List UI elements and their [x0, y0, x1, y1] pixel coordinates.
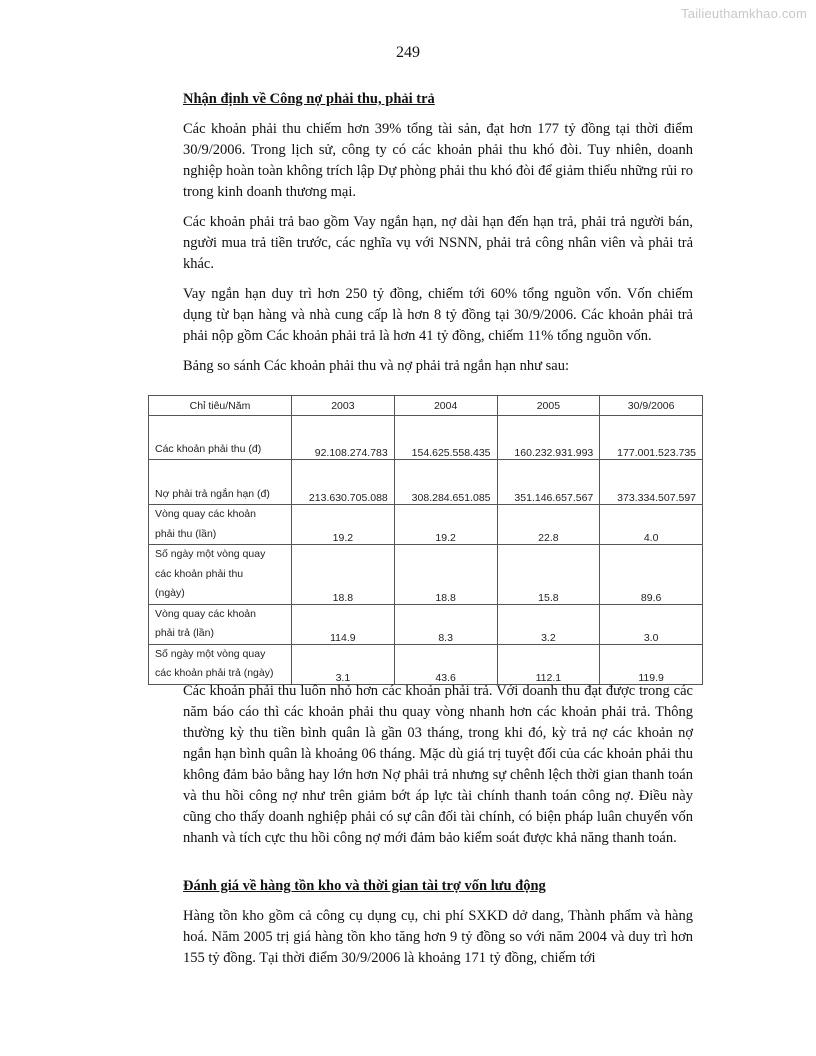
row-label-line: phải thu (lần) [155, 527, 217, 540]
table-cell: 18.8 [292, 545, 395, 605]
paragraph-receivables-share: Các khoản phải thu chiếm hơn 39% tổng tài sản, đạt hơn 177 tỷ đồng tại thời điểm 30/9/2006. Trong lịch sử, công ty có các khoản phải thu khó đòi. Tuy nhiên, doanh nghiệp hoàn toàn không trích lập Dự phòng phải thu khó đòi để giảm thiểu những rủi ro trong kinh doanh thương mại. [183, 121, 693, 200]
table-cell: 3.2 [497, 604, 600, 644]
comparison-table [148, 395, 703, 685]
table-header-row [149, 396, 703, 416]
table-cell: 43.6 [394, 644, 497, 684]
table-row [149, 416, 703, 460]
table-cell: 351.146.657.567 [497, 460, 600, 505]
section-heading-receivables: Nhận định về Công nợ phải thu, phải trả [183, 91, 435, 107]
table-row [149, 505, 703, 545]
table-cell: 154.625.558.435 [394, 416, 497, 460]
table-cell: 19.2 [292, 505, 395, 545]
row-label [149, 644, 292, 684]
table-cell: 3.0 [600, 604, 703, 644]
row-label [149, 505, 292, 545]
table-cell: 3.1 [292, 644, 395, 684]
paragraph-short-term-loans: Vay ngắn hạn duy trì hơn 250 tỷ đồng, chiếm tới 60% tổng nguồn vốn. Vốn chiếm dụng từ bạn hàng và nhà cung cấp là hơn 8 tỷ đồng tại 30/9/2006. Các khoản phải trả phải nộp gồm Các khoản phải trả là hơn 41 tỷ đồng, chiếm 11% tổng nguồn vốn. [183, 286, 693, 344]
section-heading-inventory: Đánh giá về hàng tồn kho và thời gian tài trợ vốn lưu động [183, 878, 546, 894]
table-cell: 119.9 [600, 644, 703, 684]
table-row [149, 545, 703, 605]
row-label-line: các khoản phải thu [155, 567, 244, 580]
page-number: 249 [396, 44, 420, 61]
row-label-line: Số ngày một vòng quay [155, 647, 266, 660]
row-label [149, 545, 292, 605]
table-cell: 112.1 [497, 644, 600, 684]
row-label-line: Vòng quay các khoản [155, 607, 256, 620]
table-cell: 308.284.651.085 [394, 460, 497, 505]
row-label-line: các khoản phải trả (ngày) [155, 667, 274, 679]
table-header-cell: Chỉ tiêu/Năm [149, 396, 292, 416]
table-row [149, 604, 703, 644]
table-header-cell: 2003 [292, 396, 395, 416]
table-header-cell: 2005 [497, 396, 600, 416]
paragraph-table-intro: Bảng so sánh Các khoản phải thu và nợ phải trả ngắn hạn như sau: [183, 358, 569, 374]
row-label-line: Số ngày một vòng quay [155, 548, 266, 560]
table-cell: 177.001.523.735 [600, 416, 703, 460]
table-row [149, 460, 703, 505]
row-label-line: phải trả (lần) [155, 627, 214, 639]
table-cell: 19.2 [394, 505, 497, 545]
section-receivables-payables [183, 89, 693, 377]
table-row [149, 644, 703, 684]
table-cell: 114.9 [292, 604, 395, 644]
table-cell: 213.630.705.088 [292, 460, 395, 505]
section-inventory [183, 876, 693, 969]
section-after-table [183, 681, 693, 849]
paragraph-receivables-analysis: Các khoản phải thu luôn nhỏ hơn các khoản phải trả. Với doanh thu đạt được trong các năm báo cáo thì các khoản phải thu quay vòng nhanh hơn các khoản phải trả. Thông thường kỳ thu tiền bình quân là gần 03 tháng, trong khi đó, kỳ trả nợ các khoản nợ ngắn hạn bình quân là khoảng 06 tháng. Mặc dù giá trị tuyệt đối của các khoản phải thu không đảm bảo bằng hay lớn hơn Nợ phải trả nhưng sự chênh lệch thời gian thanh toán và thu hồi công nợ như trên giảm bớt áp lực tài chính thanh toán công nợ. Điều này cũng cho thấy doanh nghiệp phải có sự cân đối tài chính, có biện pháp luân chuyển vốn nhanh và tích cực thu hồi công nợ mới đảm bảo kiểm soát được khả năng thanh toán. [183, 683, 693, 846]
row-label: Các khoản phải thu (đ) [149, 416, 292, 460]
watermark: Tailieuthamkhao.com [681, 6, 807, 21]
row-label-line: Vòng quay các khoản [155, 508, 256, 520]
paragraph-inventory: Hàng tồn kho gồm cả công cụ dụng cụ, chi phí SXKD dở dang, Thành phẩm và hàng hoá. Năm 2005 trị giá hàng tồn kho tăng hơn 9 tỷ đồng so với năm 2004 và duy trì hơn 155 tỷ đồng. Tại thời điểm 30/9/2006 là khoảng 171 tỷ đồng, chiếm tới [183, 908, 693, 966]
row-label-line: (ngày) [155, 587, 185, 599]
table-header-cell: 2004 [394, 396, 497, 416]
row-label [149, 604, 292, 644]
table-cell: 4.0 [600, 505, 703, 545]
table-cell: 89.6 [600, 545, 703, 605]
table-cell: 92.108.274.783 [292, 416, 395, 460]
table-cell: 160.232.931.993 [497, 416, 600, 460]
row-label: Nợ phải trả ngắn hạn (đ) [149, 460, 292, 505]
table-cell: 373.334.507.597 [600, 460, 703, 505]
paragraph-payables-components: Các khoản phải trả bao gồm Vay ngắn hạn, nợ dài hạn đến hạn trả, phải trả người bán, người mua trả tiền trước, các nghĩa vụ với NSNN, phải trả công nhân viên và phải trả khác. [183, 214, 693, 272]
table-cell: 22.8 [497, 505, 600, 545]
table-header-cell: 30/9/2006 [600, 396, 703, 416]
table-cell: 8.3 [394, 604, 497, 644]
table-cell: 15.8 [497, 545, 600, 605]
table-cell: 18.8 [394, 545, 497, 605]
